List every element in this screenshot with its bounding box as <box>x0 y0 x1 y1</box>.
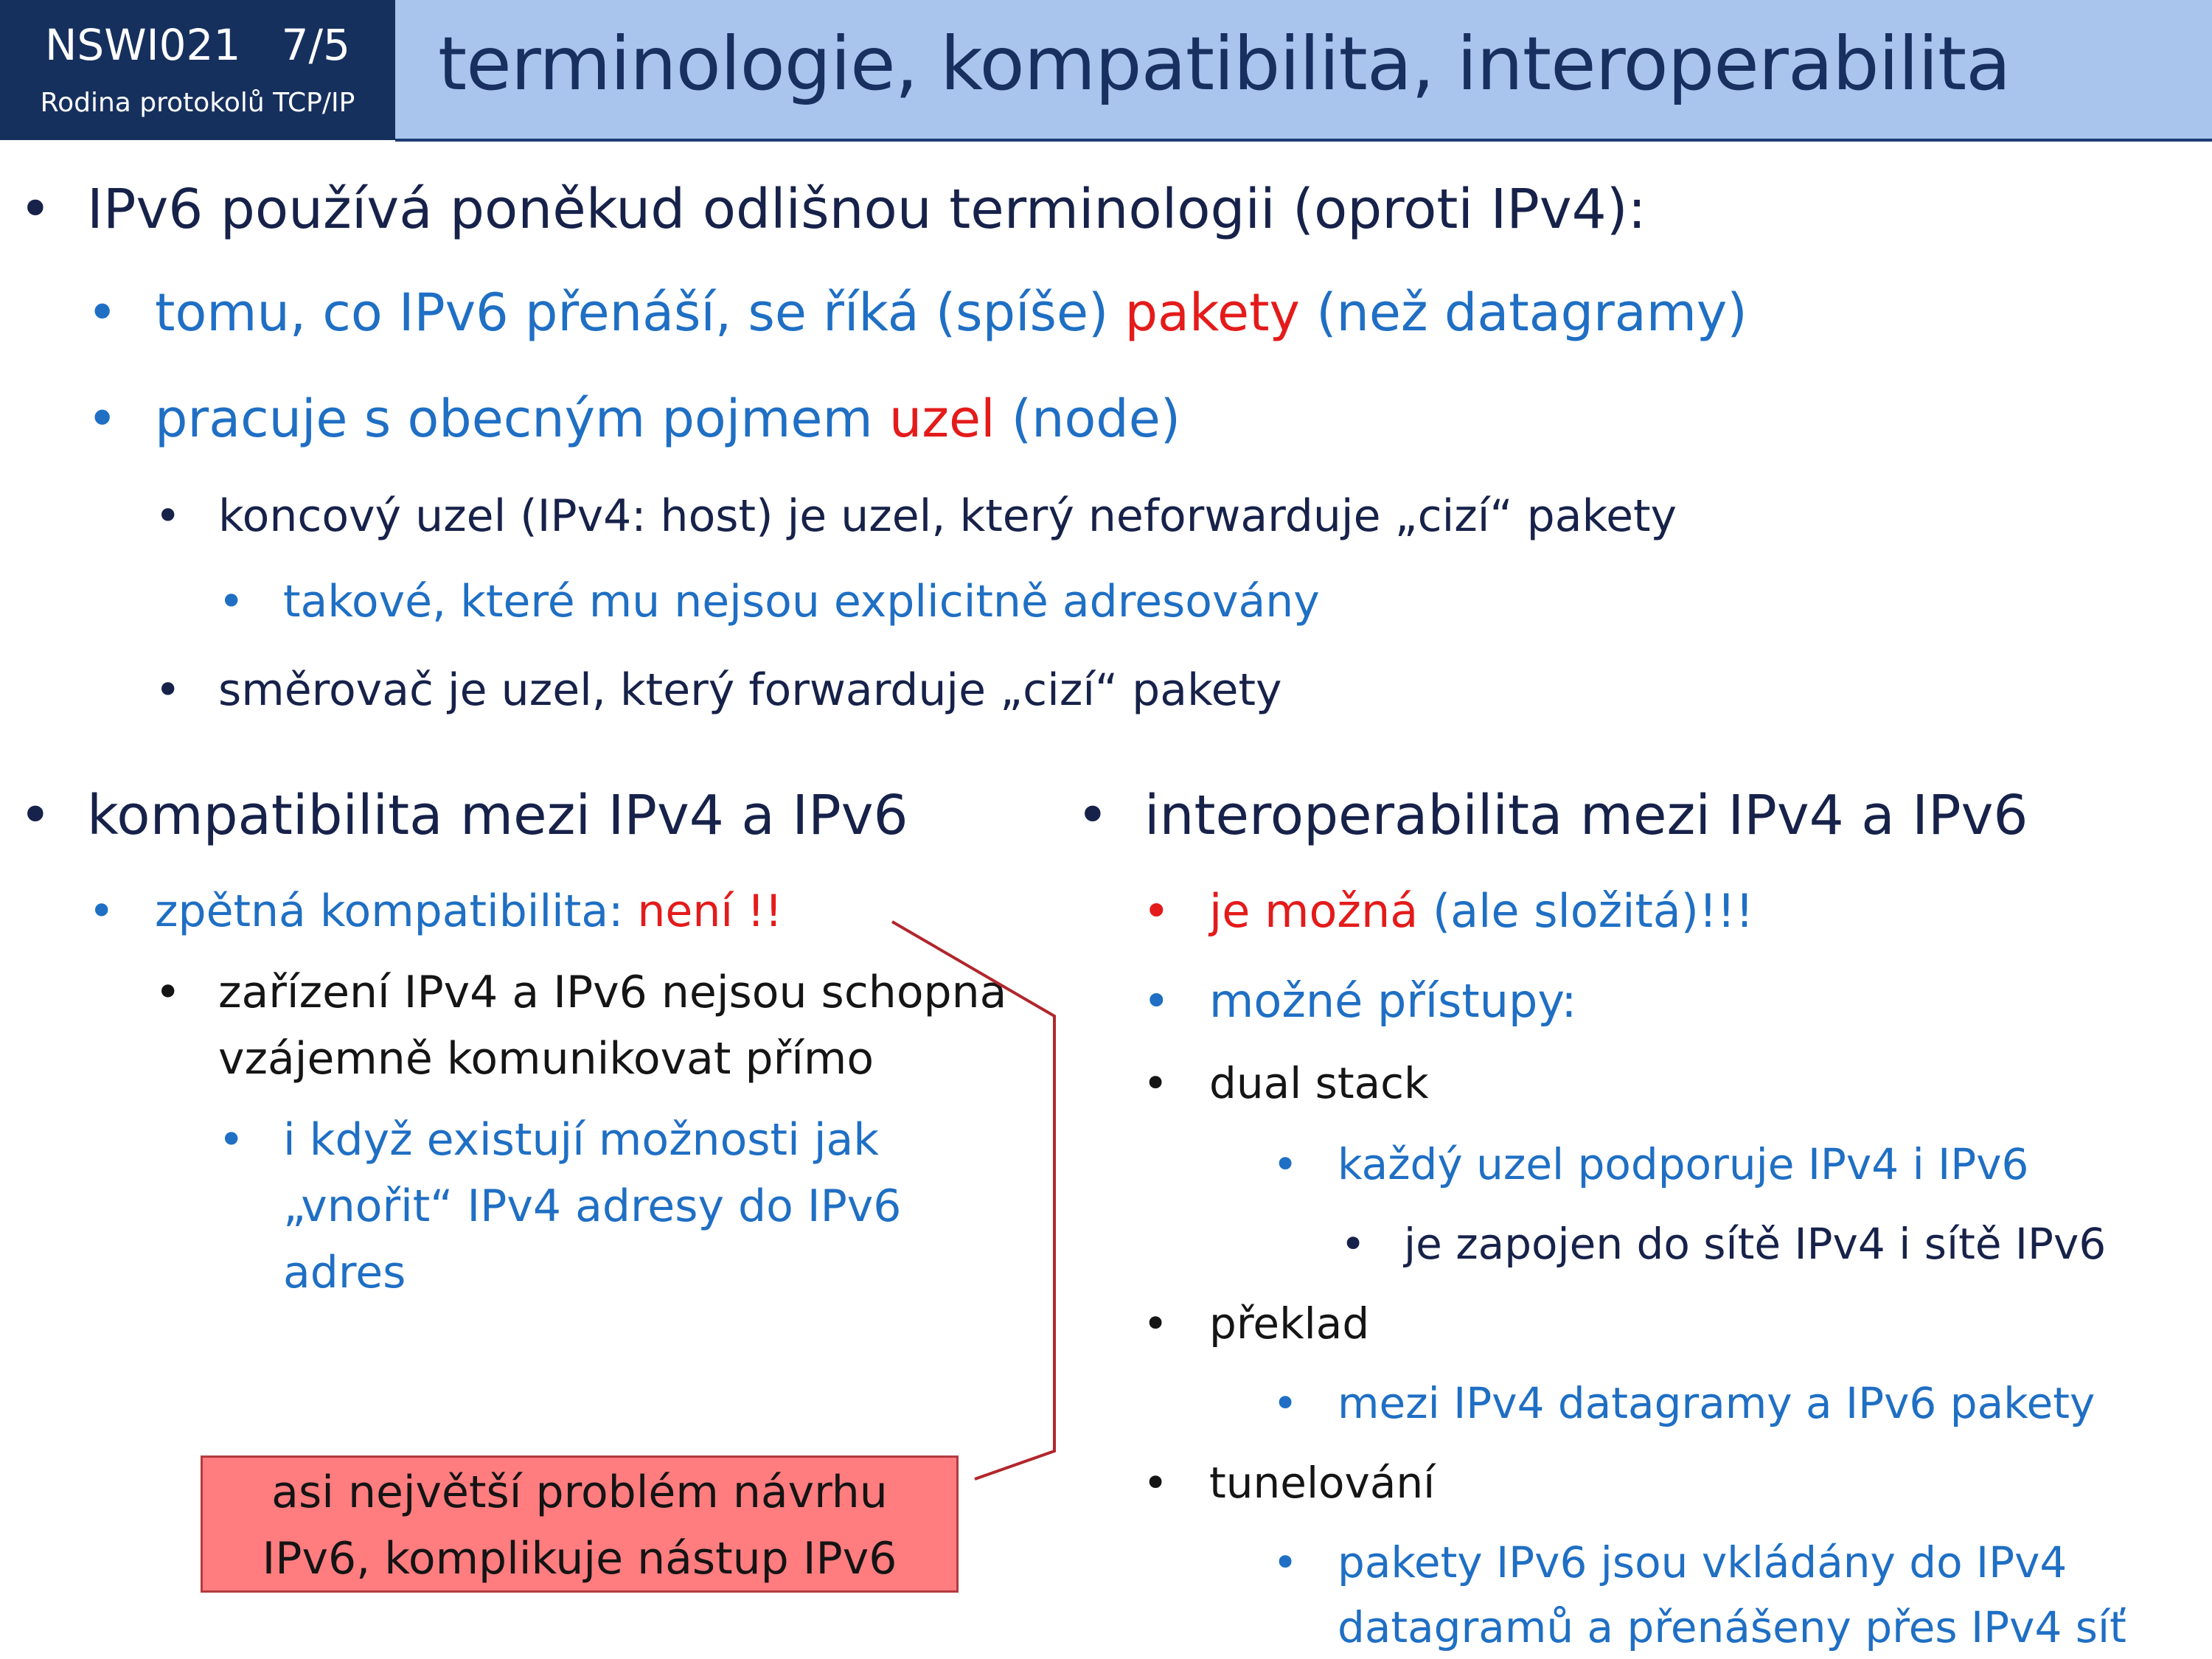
bullet-approaches: • možné přístupy: <box>1209 970 1576 1032</box>
bullet-interop-possible: • je možná (ale složitá)!!! <box>1209 880 1754 942</box>
slide-title: terminologie, kompatibilita, interoperabilita <box>438 21 2011 107</box>
bullet-translation-sub: • mezi IPv4 datagramy a IPv6 pakety <box>1338 1374 2095 1432</box>
bullet-dot: • <box>1273 1139 1298 1189</box>
bullet-dot: • <box>218 1114 245 1166</box>
bullet-dot: • <box>88 886 115 937</box>
callout-connector-line <box>892 922 1054 1479</box>
bullet-translation: • překlad <box>1209 1295 1369 1352</box>
bullet-tunneling-sub-line2: datagramů a přenášeny přes IPv4 síť <box>1338 1602 2126 1652</box>
callout-line2: IPv6, komplikuje nástup IPv6 <box>262 1533 897 1585</box>
bullet-dot: • <box>1143 974 1170 1028</box>
bullet-dual-stack-subsub: • je zapojen do sítě IPv4 i sítě IPv6 <box>1404 1215 2106 1273</box>
bullet-dot: • <box>155 967 181 1018</box>
bullet-dual-stack-sub: • každý uzel podporuje IPv4 i IPv6 <box>1338 1135 2028 1193</box>
bullet-dot: • <box>155 664 181 716</box>
bullet-dot: • <box>19 178 52 241</box>
bullet-end-node: • koncový uzel (IPv4: host) je uzel, který neforwarduje „cizí“ pakety <box>218 487 1677 546</box>
bullet-dot: • <box>1077 784 1109 847</box>
bullet-dot: • <box>1273 1537 1298 1587</box>
bullet-dot: • <box>87 389 118 449</box>
course-code: NSWI021 7/5 <box>44 20 350 70</box>
highlight-packets: pakety <box>1124 282 1300 343</box>
bullet-node: • pracuje s obecným pojmem uzel (node) <box>155 385 1180 453</box>
bullet-dot: • <box>19 784 52 847</box>
bullet-embed-line3: adres <box>283 1247 406 1298</box>
bullet-compatibility-heading: • kompatibilita mezi IPv4 a IPv6 <box>87 780 908 851</box>
course-subtitle: Rodina protokolů TCP/IP <box>40 88 355 118</box>
bullet-dot: • <box>1340 1219 1366 1269</box>
bullet-terminology-intro: • IPv6 používá poněkud odlišnou terminologii (oproti IPv4): <box>87 174 1646 245</box>
bullet-embed-line2: „vnořit“ IPv4 adresy do IPv6 <box>283 1180 902 1232</box>
bullet-devices-line2: vzájemně komunikovat přímo <box>218 1033 874 1085</box>
bullet-tunneling: • tunelování <box>1209 1454 1435 1512</box>
bullet-embed: • i když existují možnosti jak <box>283 1110 879 1169</box>
highlight-node: uzel <box>888 389 995 449</box>
bullet-router: • směrovač je uzel, který forwarduje „cizí“ pakety <box>218 661 1282 720</box>
bullet-packets: • tomu, co IPv6 přenáší, se říká (spíše) pakety (než datagramy) <box>155 279 1747 347</box>
bullet-dot: • <box>1143 1058 1169 1108</box>
highlight-possible: je možná <box>1209 884 1419 938</box>
bullet-devices: • zařízení IPv4 a IPv6 nejsou schopna <box>218 963 1006 1022</box>
bullet-dot: • <box>155 490 181 542</box>
bullet-end-node-sub: • takové, které mu nejsou explicitně adresovány <box>283 572 1320 631</box>
bullet-dual-stack: • dual stack <box>1209 1054 1429 1112</box>
bullet-interop-heading: • interoperabilita mezi IPv4 a IPv6 <box>1144 780 2028 851</box>
callout-line1: asi největší problém návrhu <box>271 1467 888 1518</box>
bullet-dot: • <box>218 576 245 627</box>
bullet-dot: • <box>87 282 118 343</box>
bullet-backward-compat: • zpětná kompatibilita: není !! <box>155 882 782 941</box>
bullet-dot: • <box>1143 1458 1169 1508</box>
callout-box <box>201 1455 959 1593</box>
bullet-dot: • <box>1143 884 1170 938</box>
highlight-not: není !! <box>637 886 783 937</box>
bullet-tunneling-sub: • pakety IPv6 jsou vkládány do IPv4 <box>1338 1534 2067 1591</box>
bullet-dot: • <box>1143 1298 1169 1349</box>
bullet-dot: • <box>1273 1378 1298 1428</box>
